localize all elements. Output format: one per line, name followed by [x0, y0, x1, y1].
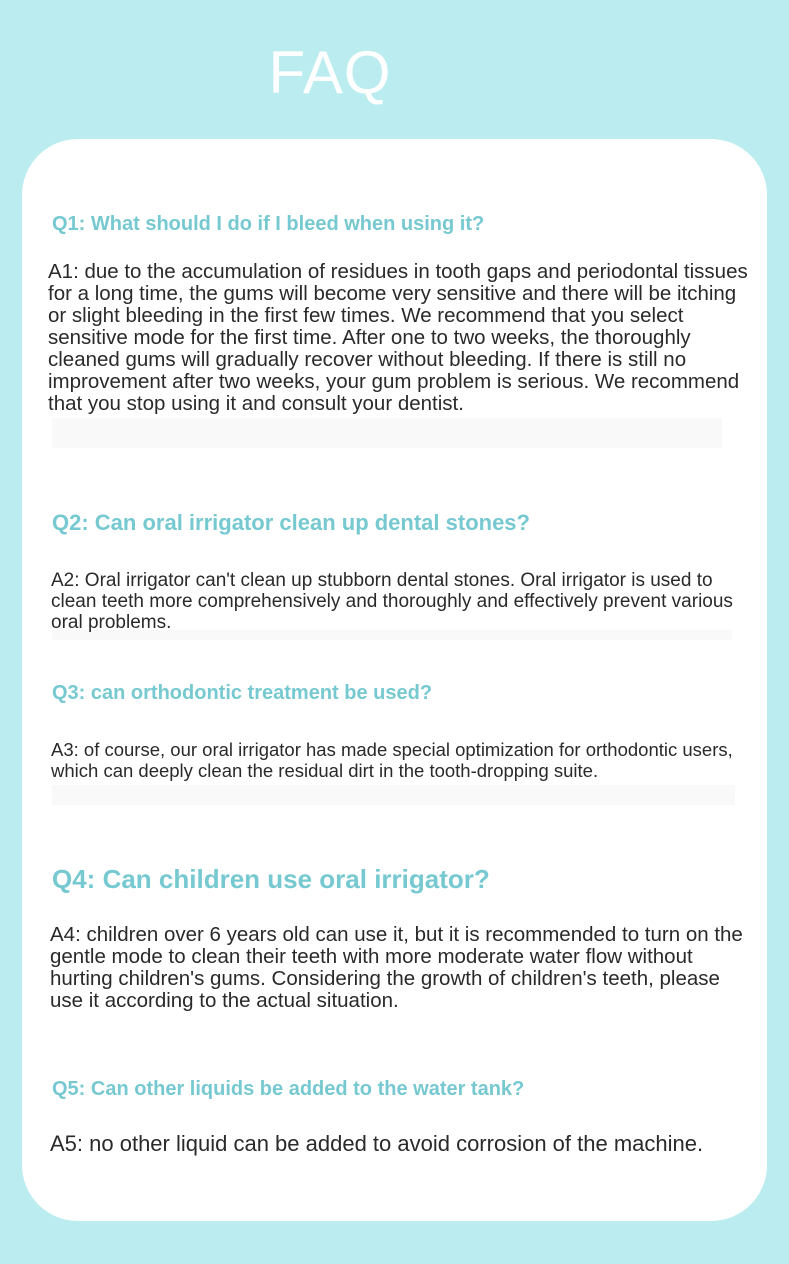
faq-answer-2: A2: Oral irrigator can't clean up stubborn dental stones. Oral irrigator is used to clean teeth more comprehensively and thoroughly and effectively prevent various oral problems. [51, 570, 733, 633]
faq-question-5: Q5: Can other liquids be added to the water tank? [52, 1078, 525, 1100]
faq-answer-3: A3: of course, our oral irrigator has made special optimization for orthodontic users, which can deeply clean the residual dirt in the tooth-dropping suite. [51, 739, 733, 781]
faq-question-1: Q1: What should I do if I bleed when using it? [52, 213, 485, 235]
faq-answer-4: A4: children over 6 years old can use it, but it is recommended to turn on the gentle mode to clean their teeth with more moderate water flow without hurting children's gums. Considering the growth of children's teeth, please use it according to the actual situation. [50, 923, 743, 1012]
faded-band [52, 785, 735, 805]
faq-question-3: Q3: can orthodontic treatment be used? [52, 682, 433, 704]
faq-question-2: Q2: Can oral irrigator clean up dental stones? [52, 510, 530, 535]
page-title: FAQ [268, 39, 392, 106]
faq-answer-5: A5: no other liquid can be added to avoid corrosion of the machine. [50, 1131, 704, 1156]
faq-question-4: Q4: Can children use oral irrigator? [52, 864, 490, 894]
faded-band [52, 418, 722, 448]
faq-answer-1: A1: due to the accumulation of residues in tooth gaps and periodontal tissues for a long time, the gums will become very sensitive and there will be itching or slight bleeding in the first few times. We recommend that you select sensitive mode for the first time. After one to two weeks, the thoroughly cleaned gums will gradually recover without bleeding. If there is still no improvement after two weeks, your gum problem is serious. We recommend that you stop using it and consult your dentist. [48, 260, 748, 415]
